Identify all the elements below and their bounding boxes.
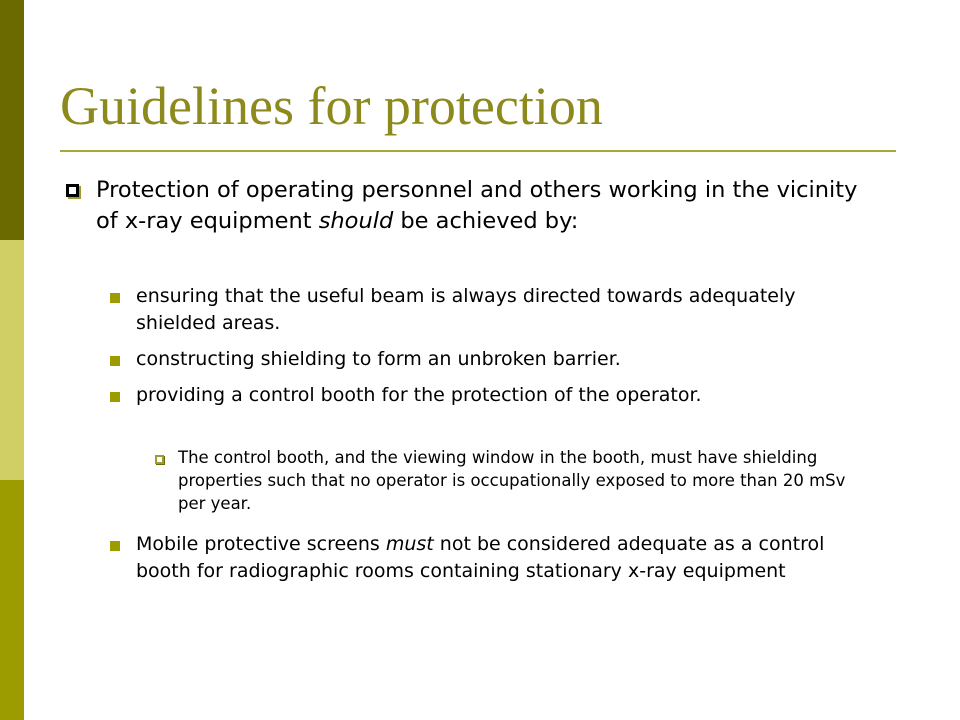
- side-bar-bottom: [0, 480, 24, 720]
- title-divider: [60, 150, 896, 152]
- square-bullet-icon: [110, 392, 120, 402]
- bullet-text: constructing shielding to form an unbroken barrier.: [136, 348, 621, 370]
- bullet-text: Protection of operating personnel and others working in the vicinity of x-ray equipment should be achieved by:: [96, 177, 858, 234]
- side-bar-middle: [0, 240, 24, 480]
- bullet-text: Mobile protective screens must not be considered adequate as a control booth for radiographic rooms containing stationary x-ray equipment: [136, 533, 825, 582]
- bullet-text: The control booth, and the viewing window in the booth, must have shielding properties such that no operator is occupationally exposed to more than 20 mSv per year.: [178, 448, 846, 513]
- hollow-square-bullet-icon: [66, 184, 79, 197]
- bullet-text: providing a control booth for the protection of the operator.: [136, 384, 702, 406]
- bullet-text: ensuring that the useful beam is always directed towards adequately shielded areas.: [136, 285, 796, 334]
- square-bullet-icon: [110, 356, 120, 366]
- side-bar-top: [0, 0, 24, 240]
- slide-title: Guidelines for protection: [60, 76, 603, 136]
- square-bullet-icon: [110, 541, 120, 551]
- square-bullet-icon: [110, 293, 120, 303]
- hollow-square-bullet-icon: [155, 455, 164, 464]
